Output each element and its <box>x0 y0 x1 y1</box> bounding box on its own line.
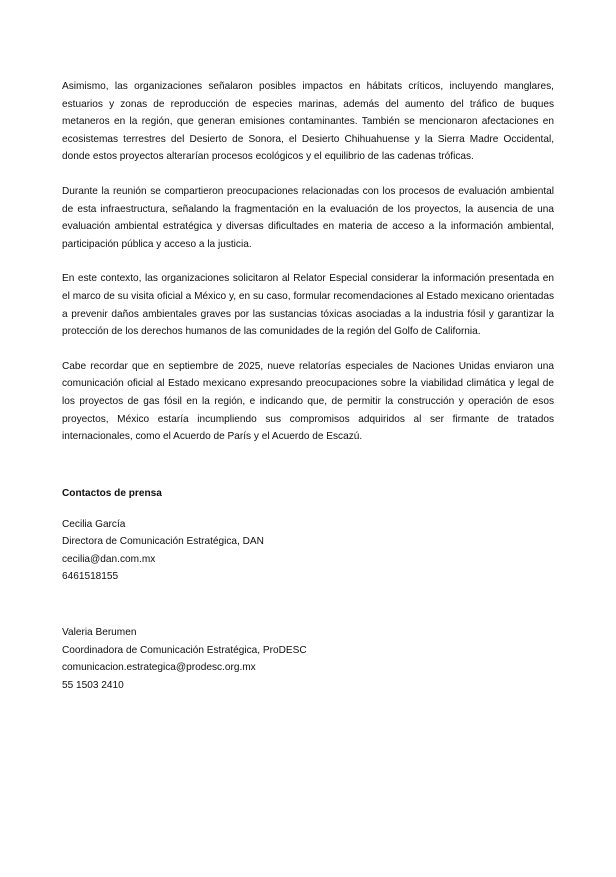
contact-email: cecilia@dan.com.mx <box>62 553 156 565</box>
contact-phone: 6461518155 <box>62 571 119 583</box>
contact-phone: 55 1503 2410 <box>62 679 124 691</box>
contacts-heading: Contactos de prensa <box>62 487 162 499</box>
paragraph: En este contexto, las organizaciones solicitaron al Relator Especial considerar la información presentada en el marco de su visita oficial a México y, en su caso, formular recomendaciones al Estado mexicano orientadas a prevenir daños ambientales graves por las sustancias tóxicas asociadas a la industria fósil y garantizar la protección de los derechos humanos de las comunidades de la región del Golfo de California. <box>62 273 554 338</box>
contact-entry <box>62 516 554 586</box>
contact-name: Cecilia García <box>62 518 126 530</box>
contact-role: Directora de Comunicación Estratégica, DAN <box>62 536 264 548</box>
document-body <box>62 78 554 446</box>
contact-name: Valeria Berumen <box>62 627 137 639</box>
paragraph: Durante la reunión se compartieron preocupaciones relacionadas con los procesos de evaluación ambiental de esta infraestructura, señalando la fragmentación en la evaluación de los proyectos, la ausencia de una evaluación ambiental estratégica y diversas dificultades en materia de acceso a la información ambiental, participación pública y acceso a la justicia. <box>62 185 554 250</box>
paragraph: Asimismo, las organizaciones señalaron posibles impactos en hábitats críticos, incluyendo manglares, estuarios y zonas de reproducción de especies marinas, además del aumento del tráfico de buques metaneros en la región, que generan emisiones contaminantes. También se mencionaron afectaciones en ecosistemas terrestres del Desierto de Sonora, el Desierto Chihuahuense y la Sierra Madre Occidental, donde estos proyectos alterarían procesos ecológicos y el equilibrio de las cadenas tróficas. <box>62 81 554 163</box>
paragraph: Cabe recordar que en septiembre de 2025, nueve relatorías especiales de Naciones Unidas enviaron una comunicación oficial al Estado mexicano expresando preocupaciones sobre la viabilidad climática y legal de los proyectos de gas fósil en la región, e indicando que, de permitir la construcción y operación de esos proyectos, México estaría incumpliendo sus compromisos adquiridos al ser firmante de tratados internacionales, como el Acuerdo de París y el Acuerdo de Escazú. <box>62 360 554 443</box>
contact-entry <box>62 624 554 694</box>
contact-email: comunicacion.estrategica@prodesc.org.mx <box>62 662 256 674</box>
contacts-spacer <box>62 586 554 624</box>
contact-role: Coordinadora de Comunicación Estratégica, ProDESC <box>62 644 307 656</box>
